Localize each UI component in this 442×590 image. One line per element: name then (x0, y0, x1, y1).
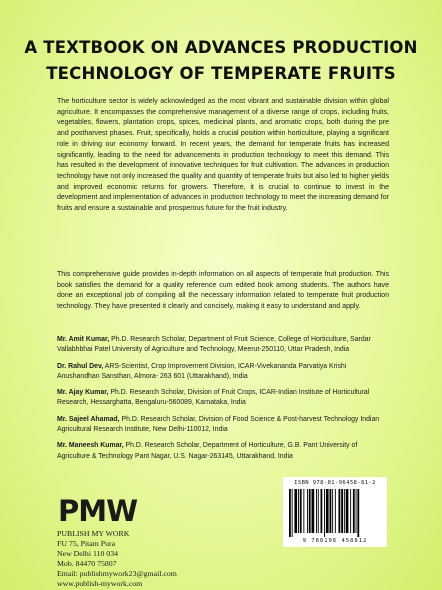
author-name: Dr. Rahul Dev, (57, 362, 104, 370)
author-affiliation: Ph.D. Research Scholar, Department of Fruit Science, College of Horticulture, Sardar Vallabhbhai Patel University of Agriculture and Technology, Meerut-250110, Uttar Pradesh, India (57, 336, 371, 354)
publisher-phone: Mob. 84470 75807 (57, 559, 117, 569)
barcode-bar (326, 489, 329, 533)
barcode-bar (357, 489, 359, 537)
author-name: Mr. Ajay Kumar, (57, 389, 109, 397)
barcode-bar (300, 489, 302, 533)
barcode-bar (289, 489, 291, 537)
description-paragraph-2: This comprehensive guide provides in-depth information on all aspects of temperate fruit production. This book satisfies the demand for a quality reference cum edited book among students. The authors have done an exceptional job of compiling all the necessary information related to temperate fruit production technology. They have presented it clearly and concisely, making it easy to understand and apply. (57, 271, 389, 311)
barcode-bar (330, 489, 332, 533)
barcode-bar (321, 489, 323, 533)
barcode-bar (339, 489, 341, 533)
author-affiliation: Ph.D. Research Scholar, Department of Horticulture, G.B. Pant University of Agriculture & Technology Pant Nagar, U.S. Nagar-263145, Uttarakhand, India (57, 442, 358, 460)
barcode-bar (346, 489, 349, 533)
author-list (57, 335, 389, 468)
barcode-bar (332, 489, 333, 533)
author-entry (57, 415, 389, 436)
publisher-city: New Delhi 110 034 (57, 549, 118, 559)
barcode-bar (356, 489, 357, 533)
barcode-bar (309, 489, 311, 533)
publisher-email: Email: publishmywork23@gmail.com (57, 569, 177, 579)
author-entry (57, 441, 389, 462)
barcode-bar (324, 489, 325, 537)
barcode-bar (341, 489, 343, 533)
barcode-bar (292, 489, 293, 537)
author-name: Mr. Amit Kumar, (57, 336, 110, 343)
barcode-bar (353, 489, 355, 533)
barcode-bar (303, 489, 304, 533)
publisher-logo (57, 493, 138, 528)
author-entry (57, 335, 389, 356)
author-name: Mr. Maneesh Kumar, (57, 442, 124, 450)
author-affiliation: ARS-Scientist, Crop Improvement Division, ICAR-Vivekananda Parvatiya Krishi Anushandhan Sansthan, Almora- 263 601 (Uttarakhand), India (57, 362, 347, 380)
barcode-bar (307, 489, 308, 533)
isbn-digits: 9 788196 458812 (302, 538, 368, 544)
publisher-name: PUBLISH MY WORK (57, 529, 130, 538)
author-entry (57, 362, 389, 383)
barcode-bars (287, 489, 383, 537)
barcode-bar (294, 489, 297, 533)
barcode-bar (335, 489, 336, 533)
isbn-barcode (283, 477, 387, 547)
isbn-label: ISBN 978-81-96458-81-2 (294, 480, 376, 486)
barcode-bar (318, 489, 319, 533)
svg-text:PMW: PMW (58, 494, 138, 528)
publisher-address-line: FU 75, Pitam Pura (57, 539, 116, 549)
author-name: Mr. Sajeel Ahamad, (57, 415, 120, 423)
author-affiliation: Ph.D. Research Scholar, Division of Fruit Crops, ICAR-Indian Institute of Horticultural Research, Hessarghatta, Bengaluru-560089, Karnataka, India (57, 389, 370, 407)
barcode-bar (344, 489, 345, 533)
author-affiliation: Ph.D. Research Scholar, Division of Food Science & Post-harvest Technology Indian Agricultural Research Institute, New Delhi-110012, India (57, 415, 380, 434)
barcode-bar (316, 489, 317, 533)
publisher-website: www.publish-mywork.com (57, 579, 143, 589)
barcode-bar (312, 489, 315, 533)
book-title-line1: A TEXTBOOK ON ADVANCES PRODUCTION (24, 38, 418, 57)
author-entry (57, 388, 389, 409)
description-paragraph-1: The horticulture sector is widely acknowledged as the most vibrant and sustainable division within global agriculture. It encompasses the comprehensive management of a diverse range of crops, including fruits, vegetables, flowers, plantation crops, spices, medicinal plants, and aromatic crops, both during the pre and postharvest phases. Fruit, specifically, holds a crucial position within horticulture, playing a significant role in driving our economy forward. In recent years, the demand for temperate fruits has increased significantly, leading to the need for advancements in production technology to meet this demand. This has resulted in the development of innovative techniques for fruit cultivation. The advances in production technology have not only increased the quality and quantity of temperate fruits but also led to higher yields and improved economic returns for growers. Therefore, it is crucial to continue to invest in the development and implementation of advances in production technology to meet the increasing demand for fruits and ensure a sustainable and prosperous future for the fruit industry. (57, 98, 389, 213)
publisher-info (57, 529, 177, 590)
barcode-bar (298, 489, 299, 533)
barcode-bar (350, 489, 351, 533)
book-title-line2: TECHNOLOGY OF TEMPERATE FRUITS (46, 64, 396, 83)
